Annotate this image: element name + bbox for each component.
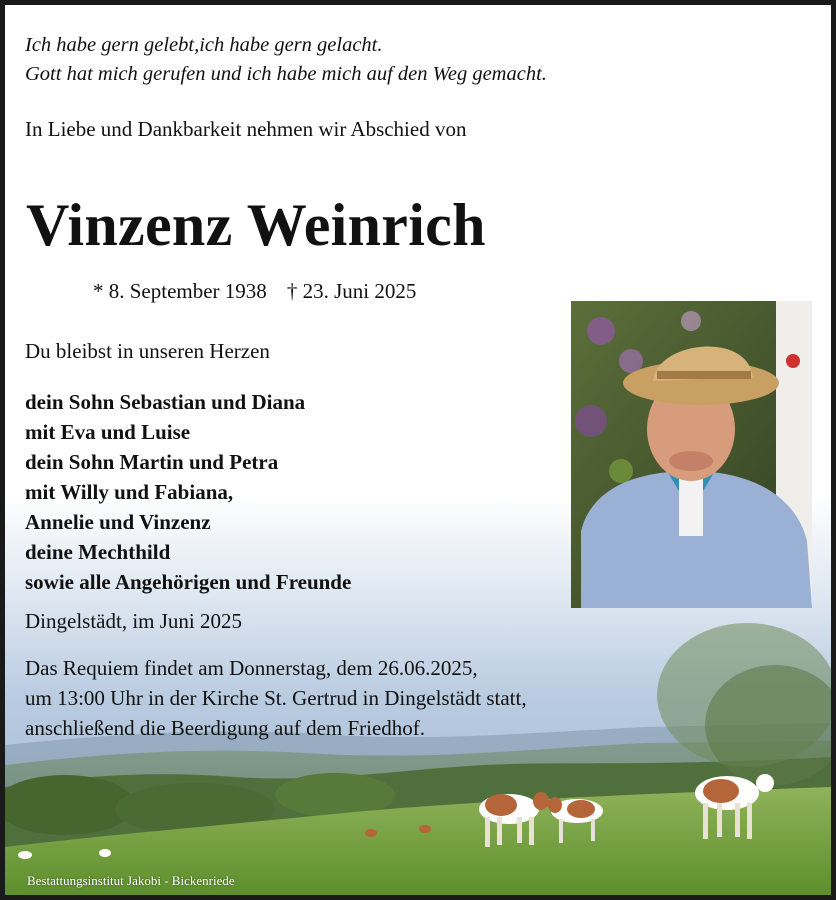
- mourner-line: dein Sohn Sebastian und Diana: [25, 390, 306, 414]
- intro-text: In Liebe und Dankbarkeit nehmen wir Abschied von: [25, 117, 467, 141]
- mourner-line: mit Eva und Luise: [25, 420, 191, 444]
- mourner-line: deine Mechthild: [25, 540, 171, 564]
- motto: Du bleibst in unseren Herzen: [25, 339, 270, 363]
- mourner-line: mit Willy und Fabiana,: [25, 480, 234, 504]
- death-date: † 23. Juni 2025: [286, 279, 417, 303]
- mourners-list: [25, 387, 351, 597]
- place-date: Dingelstädt, im Juni 2025: [25, 609, 242, 633]
- requiem-line: anschließend die Beerdigung auf dem Friedhof.: [25, 716, 426, 740]
- poem-line: Ich habe gern gelebt,ich habe gern gelacht.: [25, 34, 383, 56]
- deceased-name: Vinzenz Weinrich: [26, 192, 486, 258]
- birth-date: * 8. September 1938: [93, 279, 267, 303]
- requiem-line: um 13:00 Uhr in der Kirche St. Gertrud in Dingelstädt statt,: [25, 686, 527, 710]
- life-dates: [93, 279, 416, 304]
- mourner-line: sowie alle Angehörigen und Freunde: [25, 570, 352, 594]
- mourner-line: dein Sohn Martin und Petra: [25, 450, 279, 474]
- requiem-info: [25, 653, 527, 743]
- requiem-line: Das Requiem findet am Donnerstag, dem 26.06.2025,: [25, 656, 478, 680]
- poem: [25, 31, 547, 89]
- portrait-photo: [571, 301, 812, 608]
- poem-line: Gott hat mich gerufen und ich habe mich auf den Weg gemacht.: [25, 63, 547, 85]
- funeral-home-credit: Bestattungsinstitut Jakobi - Bickenriede: [27, 873, 235, 888]
- mourner-line: Annelie und Vinzenz: [25, 510, 211, 534]
